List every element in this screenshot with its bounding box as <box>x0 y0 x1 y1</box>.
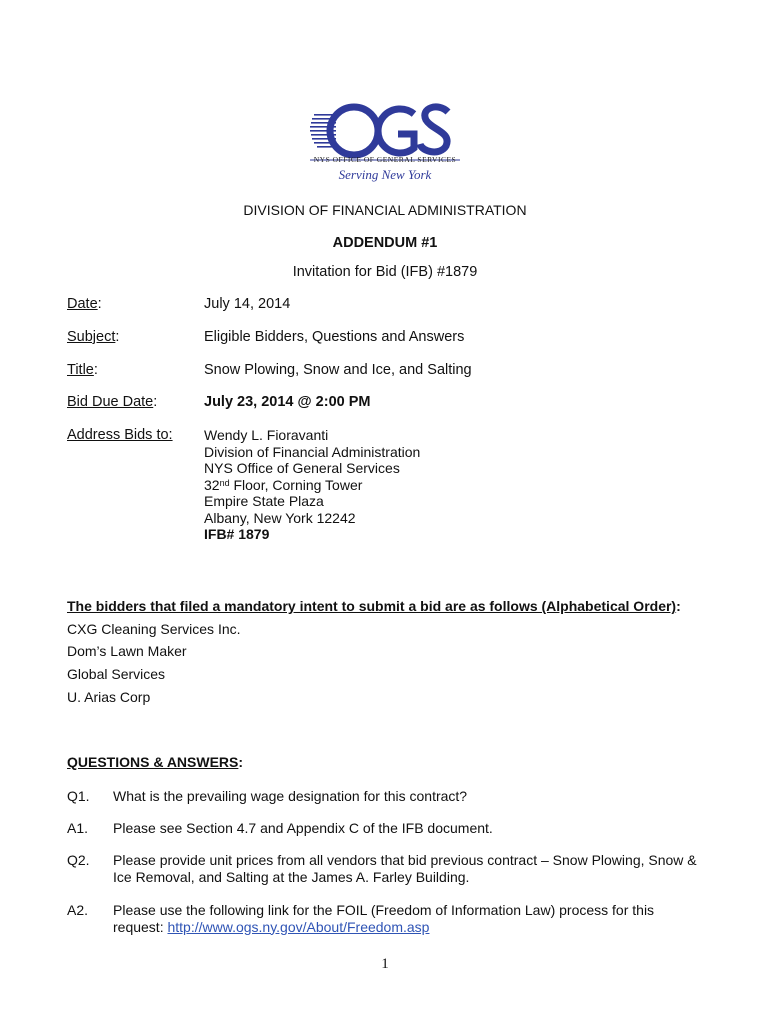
date-value: July 14, 2014 <box>204 296 291 312</box>
due-date-label: Bid Due Date: <box>67 394 158 410</box>
title-value: Snow Plowing, Snow and Ice, and Salting <box>204 362 472 378</box>
address-division: Division of Financial Administration <box>204 443 421 460</box>
bidder-item: Global Services <box>67 666 166 682</box>
ogs-logo <box>310 92 460 187</box>
address-plaza: Empire State Plaza <box>204 493 324 509</box>
qa-label-q1: Q1. <box>67 788 90 804</box>
freedom-of-information-link[interactable]: http://www.ogs.ny.gov/About/Freedom.asp <box>167 918 430 935</box>
address-floor: 32nd Floor, Corning Tower <box>204 476 363 493</box>
address-name: Wendy L. Fioravanti <box>204 427 329 443</box>
logo-tagline: Serving New York <box>338 167 432 182</box>
qa-heading: QUESTIONS & ANSWERS: <box>67 754 244 770</box>
qa-text-a1: Please see Section 4.7 and Appendix C of the IFB document. <box>113 820 493 836</box>
division-heading: DIVISION OF FINANCIAL ADMINISTRATION <box>243 202 527 218</box>
address-ifb: IFB# 1879 <box>204 526 270 542</box>
page-number: 1 <box>381 956 389 972</box>
bidder-item: CXG Cleaning Services Inc. <box>67 621 241 637</box>
address-label: Address Bids to: <box>67 427 173 443</box>
title-label: Title: <box>67 362 98 378</box>
addendum-title: ADDENDUM #1 <box>332 235 438 251</box>
logo-org-name: NYS OFFICE OF GENERAL SERVICES <box>313 155 457 164</box>
qa-label-q2: Q2. <box>67 852 90 868</box>
qa-label-a2: A2. <box>67 902 89 918</box>
qa-label-a1: A1. <box>67 820 89 836</box>
bidder-item: Dom’s Lawn Maker <box>67 643 187 659</box>
address-office: NYS Office of General Services <box>204 460 400 476</box>
ifb-line: Invitation for Bid (IFB) #1879 <box>292 264 478 280</box>
address-block <box>204 427 420 543</box>
subject-label: Subject: <box>67 329 120 345</box>
address-city: Albany, New York 12242 <box>204 509 356 526</box>
qa-text-a2: Please use the following link for the FOIL (Freedom of Information Law) process for this request: http://www.ogs.ny.gov/About/Freedom.asp <box>113 902 655 935</box>
bidder-item: U. Arias Corp <box>67 689 151 705</box>
subject-value: Eligible Bidders, Questions and Answers <box>204 329 465 345</box>
due-date-value: July 23, 2014 @ 2:00 PM <box>204 394 371 410</box>
bidders-heading: The bidders that filed a mandatory intent to submit a bid are as follows (Alphabetical Order): <box>67 598 681 614</box>
qa-text-q1: What is the prevailing wage designation for this contract? <box>113 788 468 804</box>
date-label: Date: <box>67 296 102 312</box>
qa-text-q2: Please provide unit prices from all vendors that bid previous contract – Snow Plowing, Snow & Ice Removal, and Salting at the James A. Farley Building. <box>113 852 697 885</box>
